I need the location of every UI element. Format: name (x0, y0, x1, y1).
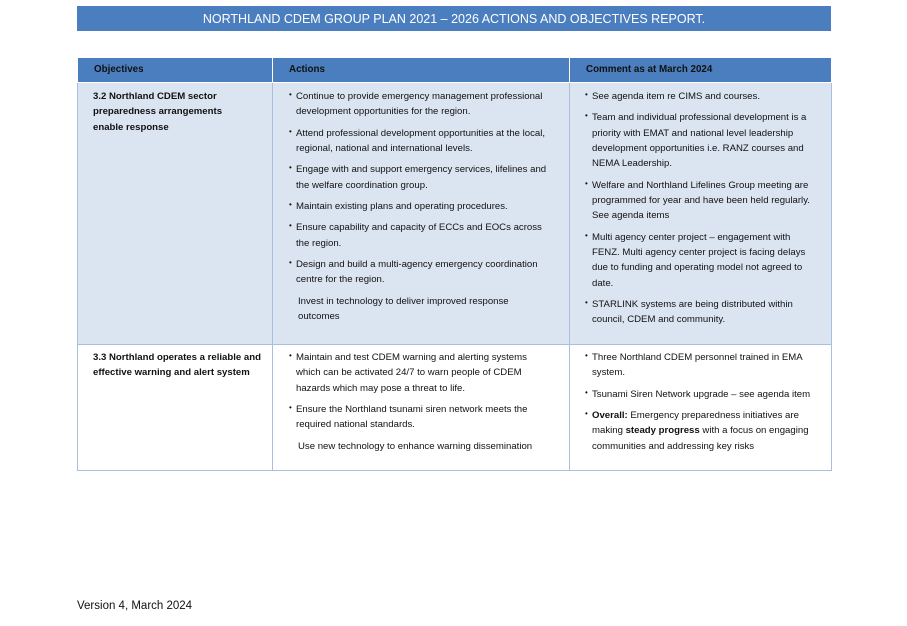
comment-item: • Tsunami Siren Network upgrade – see agenda item (592, 387, 813, 402)
table-header-row (78, 58, 832, 83)
comment-item: • STARLINK systems are being distributed within council, CDEM and community. (592, 297, 813, 328)
action-item: • Ensure capability and capacity of ECCs and EOCs across the region. (296, 220, 551, 251)
comment-cell (570, 344, 832, 470)
objective-cell (78, 344, 273, 470)
version-footer: Version 4, March 2024 (77, 600, 193, 612)
action-item: • Maintain and test CDEM warning and alerting systems which can be activated 24/7 to warn people of CDEM hazards which may pose a threat to life. (296, 350, 551, 396)
objective-text: 3.3 Northland operates a reliable and effective warning and alert system (93, 351, 261, 379)
action-item: • Ensure the Northland tsunami siren network meets the required national standards. (296, 402, 551, 433)
action-item: • Engage with and support emergency services, lifelines and the welfare coordination group. (296, 162, 551, 193)
action-item: • Design and build a multi-agency emergency coordination centre for the region. (296, 257, 551, 288)
table-row (78, 344, 832, 470)
overall-label: Overall: (592, 409, 628, 421)
comment-item: • Team and individual professional development is a priority with EMAT and national level leadership development opportunities i.e. RANZ courses and NEMA Leadership. (592, 110, 813, 171)
comment-cell (570, 83, 832, 345)
objectives-table (77, 57, 832, 471)
objective-cell (78, 83, 273, 345)
action-extra: Use new technology to enhance warning dissemination (298, 440, 533, 452)
overall-emphasis: steady progress (625, 425, 700, 437)
header-comment: Comment as at March 2024 (570, 58, 832, 83)
objective-text: 3.2 Northland CDEM sector preparedness arrangements enable response (93, 91, 223, 133)
overall-comment (592, 408, 813, 454)
overall-text-1: Emergency preparedness initiatives are making (592, 409, 799, 437)
comment-item: • See agenda item re CIMS and courses. (592, 89, 813, 104)
actions-list (296, 89, 551, 324)
comments-list (592, 350, 813, 454)
report-title: NORTHLAND CDEM GROUP PLAN 2021 – 2026 ACTIONS AND OBJECTIVES REPORT. (202, 11, 706, 26)
actions-cell (273, 344, 570, 470)
comment-item: • Three Northland CDEM personnel trained in EMA system. (592, 350, 813, 381)
actions-cell (273, 83, 570, 345)
action-item: • Continue to provide emergency management professional development opportunities for the region. (296, 89, 551, 120)
action-extra: Invest in technology to deliver improved response outcomes (298, 295, 509, 323)
actions-list (296, 350, 551, 454)
table-row (78, 83, 832, 345)
action-item: • Attend professional development opportunities at the local, regional, national and international levels. (296, 126, 551, 157)
comments-list (592, 89, 813, 328)
comment-item: • Multi agency center project – engagement with FENZ. Multi agency center project is facing delays due to funding and operating model not agreed to date. (592, 230, 813, 291)
report-title-banner (77, 6, 831, 31)
action-item: • Maintain existing plans and operating procedures. (296, 199, 551, 214)
comment-item: • Welfare and Northland Lifelines Group meeting are programmed for year and have been held regularly. See agenda items (592, 178, 813, 224)
header-objectives: Objectives (78, 58, 273, 83)
header-actions: Actions (273, 58, 570, 83)
overall-text-2: with a focus on engaging communities and addressing key risks (592, 425, 809, 452)
